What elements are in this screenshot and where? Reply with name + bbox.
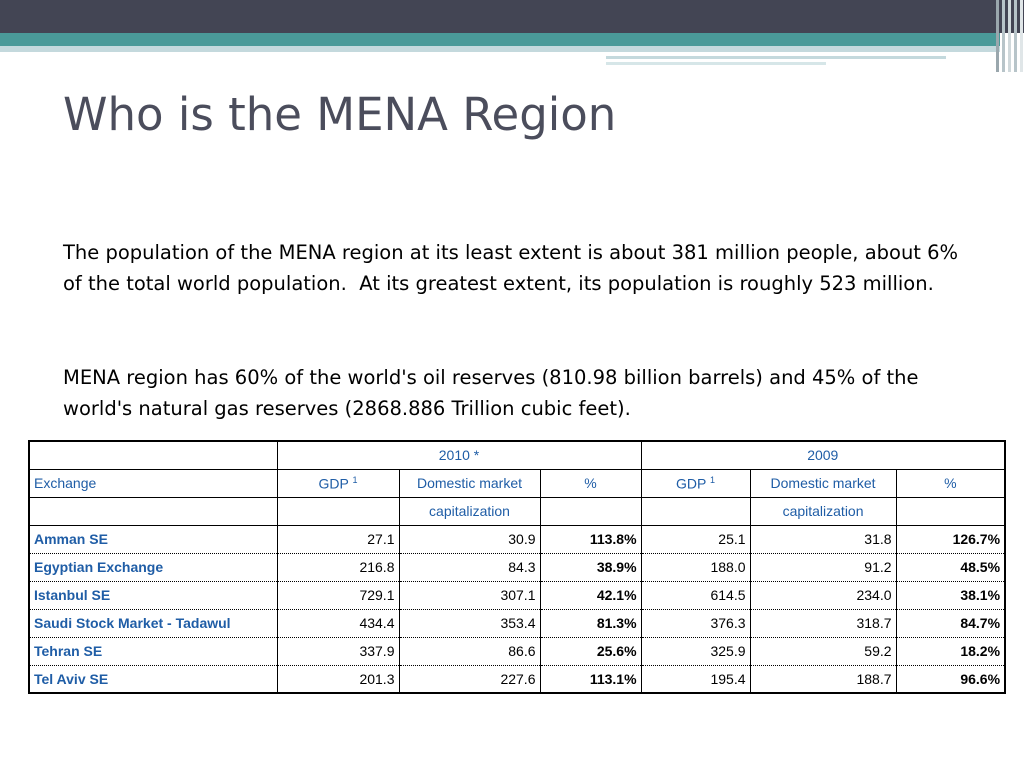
empty-header-cell — [29, 441, 277, 469]
light-accent-line — [606, 56, 946, 59]
pct-2009: 38.1% — [896, 581, 1005, 609]
corner-stripe — [1020, 0, 1023, 72]
empty-header-cell — [540, 497, 641, 525]
gdp-2009-header — [641, 469, 750, 497]
exchange-name: Tehran SE — [29, 637, 277, 665]
corner-stripe — [1014, 0, 1017, 72]
gdp-2009: 325.9 — [641, 637, 750, 665]
dm-2010-header: Domestic market — [399, 469, 540, 497]
dm-2009: 59.2 — [750, 637, 896, 665]
gdp-label: GDP — [318, 475, 349, 492]
gdp-2010: 337.9 — [277, 637, 399, 665]
dm-2009: 318.7 — [750, 609, 896, 637]
pct-2010: 81.3% — [540, 609, 641, 637]
header-row-years — [29, 441, 1005, 469]
year-2010-header: 2010 * — [277, 441, 641, 469]
pct-2009: 126.7% — [896, 525, 1005, 553]
light-accent-bar — [0, 46, 1000, 52]
dm-2009: 188.7 — [750, 665, 896, 693]
cap-2009-header: capitalization — [750, 497, 896, 525]
pct-2010-header: % — [540, 469, 641, 497]
table-row — [29, 525, 1005, 553]
corner-stripe — [996, 0, 999, 72]
gdp-2009: 25.1 — [641, 525, 750, 553]
dm-2010: 84.3 — [399, 553, 540, 581]
population-paragraph: The population of the MENA region at its least extent is about 381 million people, about 6% of the total world population. At its greatest extent, its population is roughly 523 million. — [63, 241, 965, 295]
gdp-2010: 729.1 — [277, 581, 399, 609]
gdp-2009: 195.4 — [641, 665, 750, 693]
gdp-2010: 216.8 — [277, 553, 399, 581]
pct-2010: 42.1% — [540, 581, 641, 609]
dm-2009: 31.8 — [750, 525, 896, 553]
exchange-table-container — [28, 440, 1004, 694]
exchange-name: Saudi Stock Market - Tadawul — [29, 609, 277, 637]
light-accent-line-short — [606, 62, 826, 65]
corner-stripe — [1002, 0, 1005, 72]
empty-header-cell — [896, 497, 1005, 525]
teal-accent-bar — [0, 33, 1000, 46]
dm-2009-header: Domestic market — [750, 469, 896, 497]
pct-2010: 113.8% — [540, 525, 641, 553]
dm-2010: 30.9 — [399, 525, 540, 553]
gdp-footnote: 1 — [710, 474, 716, 485]
gdp-2010-header — [277, 469, 399, 497]
dm-2009: 91.2 — [750, 553, 896, 581]
exchange-table — [28, 440, 1006, 694]
exchange-name: Amman SE — [29, 525, 277, 553]
gdp-2009: 376.3 — [641, 609, 750, 637]
empty-header-cell — [277, 497, 399, 525]
dm-2010: 353.4 — [399, 609, 540, 637]
dm-2010: 307.1 — [399, 581, 540, 609]
top-banner — [0, 0, 1024, 33]
pct-2009: 48.5% — [896, 553, 1005, 581]
pct-2009-header: % — [896, 469, 1005, 497]
pct-2010: 25.6% — [540, 637, 641, 665]
pct-2010: 38.9% — [540, 553, 641, 581]
gdp-2009: 614.5 — [641, 581, 750, 609]
table-row — [29, 553, 1005, 581]
exchange-name: Tel Aviv SE — [29, 665, 277, 693]
header-row-columns — [29, 469, 1005, 497]
pct-2009: 18.2% — [896, 637, 1005, 665]
slide-title: Who is the MENA Region — [63, 88, 617, 141]
dm-2009: 234.0 — [750, 581, 896, 609]
dm-2010: 227.6 — [399, 665, 540, 693]
pct-2010: 113.1% — [540, 665, 641, 693]
corner-stripe — [1008, 0, 1011, 72]
exchange-name: Istanbul SE — [29, 581, 277, 609]
table-row — [29, 581, 1005, 609]
gdp-label: GDP — [676, 475, 707, 492]
gdp-footnote: 1 — [352, 474, 358, 485]
table-row — [29, 637, 1005, 665]
dm-2010: 86.6 — [399, 637, 540, 665]
header-row-sub — [29, 497, 1005, 525]
empty-header-cell — [641, 497, 750, 525]
exchange-name: Egyptian Exchange — [29, 553, 277, 581]
empty-header-cell — [29, 497, 277, 525]
table-row — [29, 609, 1005, 637]
gdp-2009: 188.0 — [641, 553, 750, 581]
gdp-2010: 434.4 — [277, 609, 399, 637]
exchange-column-header: Exchange — [29, 469, 277, 497]
table-row — [29, 665, 1005, 693]
pct-2009: 84.7% — [896, 609, 1005, 637]
year-2009-header: 2009 — [641, 441, 1005, 469]
cap-2010-header: capitalization — [399, 497, 540, 525]
gdp-2010: 27.1 — [277, 525, 399, 553]
reserves-paragraph: MENA region has 60% of the world's oil reserves (810.98 billion barrels) and 45% of the world's natural gas reserves (2868.886 Trillion cubic feet). — [63, 366, 925, 420]
gdp-2010: 201.3 — [277, 665, 399, 693]
pct-2009: 96.6% — [896, 665, 1005, 693]
